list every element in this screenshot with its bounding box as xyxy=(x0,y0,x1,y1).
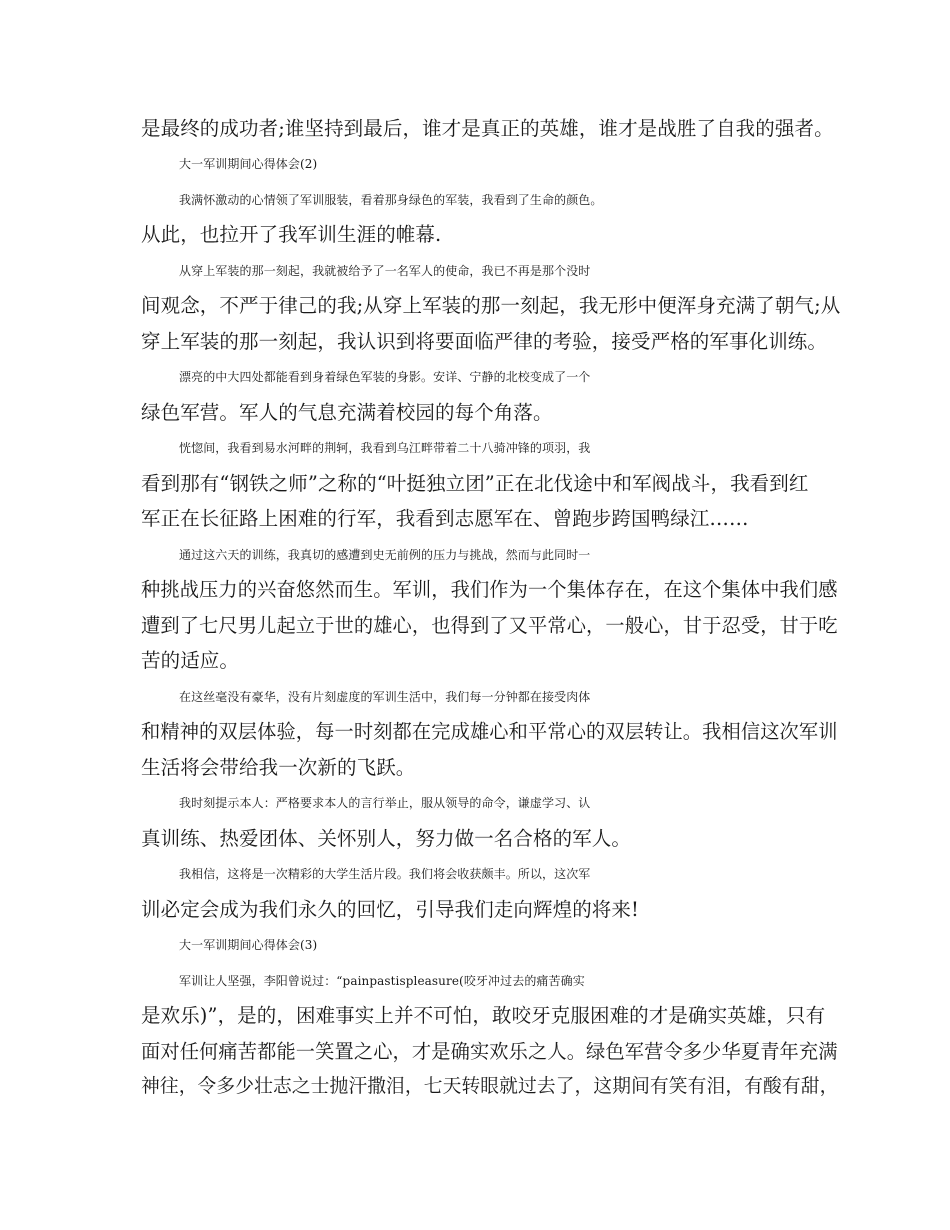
text-line-25: 军训让人坚强，李阳曾说过：“painpastispleasure(咬牙冲过去的痛苦确实 xyxy=(179,974,585,988)
text-line-1: 是最终的成功者;谁坚持到最后，谁才是真正的英雄，谁才是战胜了自我的强者。 xyxy=(141,117,834,140)
text-line-16: 苦的适应。 xyxy=(141,649,240,672)
text-line-7: 穿上军装的那一刻起，我认识到将要面临严律的考验，接受严格的军事化训练。 xyxy=(141,330,828,353)
text-line-12: 军正在长征路上困难的行军，我看到志愿军在、曾跑步跨国鸭绿江…… xyxy=(141,507,749,530)
text-line-15: 遭到了七尺男儿起立于世的雄心，也得到了又平常心，一般心，甘于忍受，甘于吃 xyxy=(141,614,838,637)
text-line-8: 漂亮的中大四处都能看到身着绿色军装的身影。安详、宁静的北校变成了一个 xyxy=(179,370,591,384)
section-heading-2: 大一军训期间心得体会(2) xyxy=(179,157,318,171)
text-line-23: 训必定会成为我们永久的回忆，引导我们走向辉煌的将来! xyxy=(141,898,639,921)
section-heading-3: 大一军训期间心得体会(3) xyxy=(179,938,318,952)
text-line-28: 神往，令多少壮志之士抛汗撒泪，七天转眼就过去了，这期间有笑有泪，有酸有甜， xyxy=(141,1076,839,1097)
text-line-17: 在这丝毫没有豪华，没有片刻虚度的军训生活中，我们每一分钟都在接受肉体 xyxy=(179,690,591,704)
text-line-22: 我相信，这将是一次精彩的大学生活片段。我们将会收获颇丰。所以，这次军 xyxy=(179,867,591,881)
text-line-9: 绿色军营。军人的气息充满着校园的每个角落。 xyxy=(141,401,553,424)
text-line-3: 我满怀激动的心情领了军训服装，看着那身绿色的军装，我看到了生命的颜色。 xyxy=(179,193,603,207)
text-line-10: 恍惚间，我看到易水河畔的荆轲，我看到乌江畔带着二十八骑冲锋的项羽，我 xyxy=(179,441,591,455)
text-line-21: 真训练、热爱团体、关怀别人，努力做一名合格的军人。 xyxy=(141,827,632,850)
text-line-6: 间观念，不严于律己的我;从穿上军装的那一刻起，我无形中便浑身充满了朝气;从 xyxy=(141,294,841,317)
text-line-4: 从此，也拉开了我军训生涯的帷幕. xyxy=(141,223,442,246)
text-line-26: 是欢乐)”，是的，困难事实上并不可怕，敢咬牙克服困难的才是确实英雄，只有 xyxy=(141,1004,826,1027)
text-line-5: 从穿上军装的那一刻起，我就被给予了一名军人的使命，我已不再是那个没时 xyxy=(179,264,591,278)
text-line-13: 通过这六天的训练，我真切的感遭到史无前例的压力与挑战，然而与此同时一 xyxy=(179,548,591,562)
text-line-18: 和精神的双层体验，每一时刻都在完成雄心和平常心的双层转让。我相信这次军训 xyxy=(141,720,838,743)
text-line-19: 生活将会带给我一次新的飞跃。 xyxy=(141,756,416,779)
text-line-20: 我时刻提示本人：严格要求本人的言行举止，服从领导的命令，谦虚学习、认 xyxy=(179,796,591,810)
text-line-14: 种挑战压力的兴奋悠然而生。军训，我们作为一个集体存在，在这个集体中我们感 xyxy=(141,578,838,601)
text-line-11: 看到那有“钢铁之师”之称的“叶挺独立团”正在北伐途中和军阀战斗，我看到红 xyxy=(141,472,809,495)
text-line-27: 面对任何痛苦都能一笑置之心，才是确实欢乐之人。绿色军营令多少华夏青年充满 xyxy=(141,1040,838,1063)
